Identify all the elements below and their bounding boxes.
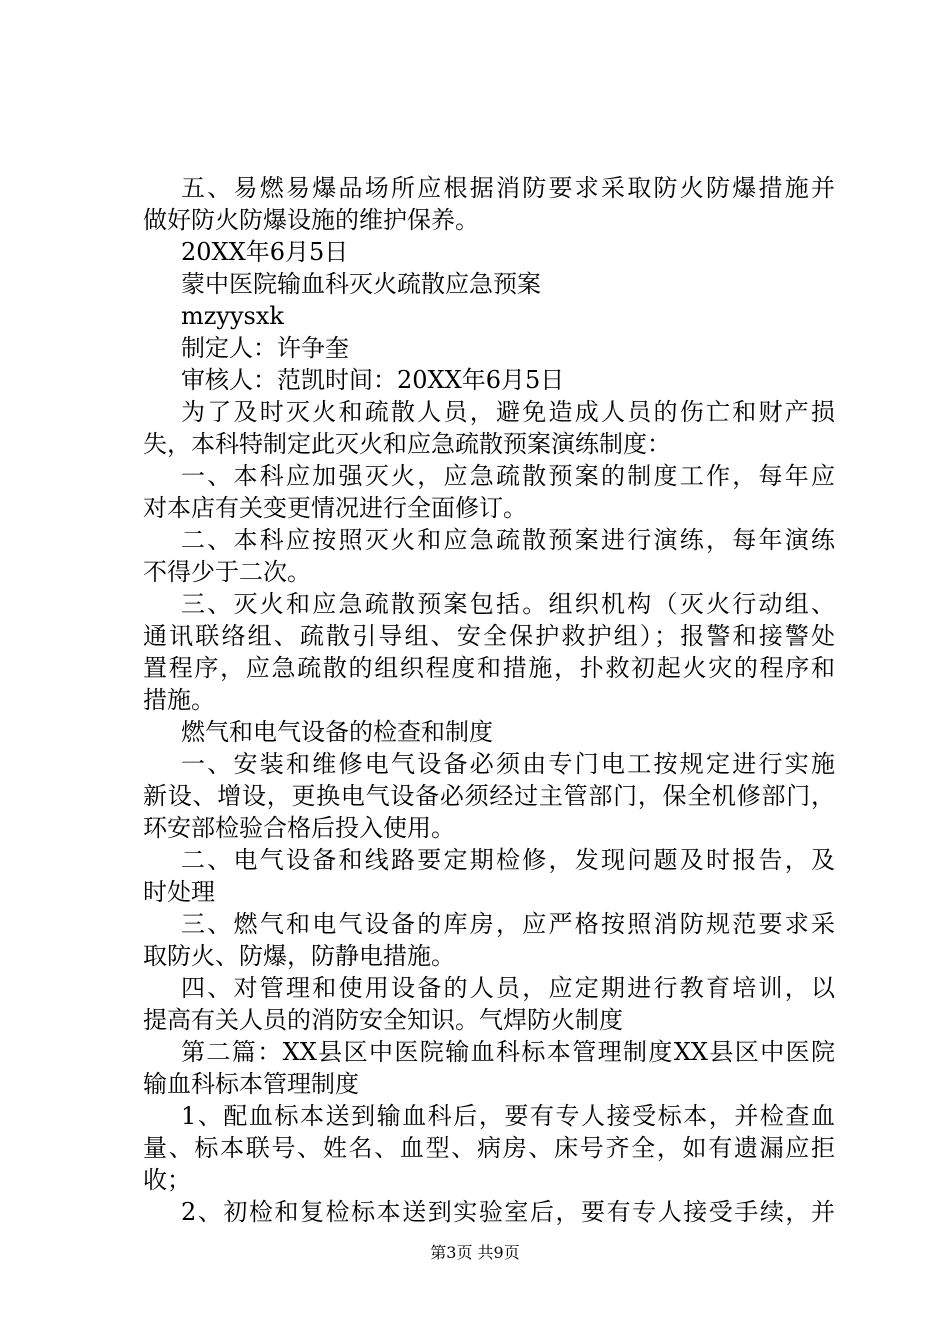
text-line: 一、本科应加强灭火，应急疏散预案的制度工作，每年应 (181, 462, 835, 490)
text-line: 审核人：范凯时间：20XX年6月5日 (181, 366, 565, 394)
text-line: 时处理 (143, 878, 215, 906)
text-line: 四、对管理和使用设备的人员，应定期进行教育培训，以 (181, 974, 835, 1002)
text-line: 失，本科特制定此灭火和应急疏散预案演练制度： (143, 430, 671, 458)
text-line: 燃气和电气设备的检查和制度 (181, 718, 493, 746)
text-line: 第二篇：XX县区中医院输血科标本管理制度XX县区中医院 (181, 1038, 835, 1066)
text-line: 输血科标本管理制度 (143, 1070, 359, 1098)
text-line: 对本店有关变更情况进行全面修订。 (143, 494, 527, 522)
text-line: mzyysxk (181, 302, 284, 330)
text-line: 二、本科应按照灭火和应急疏散预案进行演练，每年演练 (181, 526, 835, 554)
text-line: 蒙中医院输血科灭火疏散应急预案 (181, 270, 541, 298)
text-line: 提高有关人员的消防安全知识。气焊防火制度 (143, 1006, 623, 1034)
text-line: 新设、增设，更换电气设备必须经过主管部门，保全机修部门， (143, 782, 835, 810)
text-line: 三、灭火和应急疏散预案包括。组织机构（灭火行动组、 (181, 590, 835, 618)
text-line: 20XX年6月5日 (181, 238, 349, 266)
text-line: 取防火、防爆，防静电措施。 (143, 942, 455, 970)
text-line: 环安部检验合格后投入使用。 (143, 814, 455, 842)
text-line: 制定人：许争奎 (181, 334, 349, 362)
text-line: 不得少于二次。 (143, 558, 311, 586)
text-line: 1、配血标本送到输血科后，要有专人接受标本，并检查血 (181, 1102, 835, 1130)
text-line: 置程序，应急疏散的组织程度和措施，扑救初起火灾的程序和 (143, 654, 835, 682)
text-line: 做好防火防爆设施的维护保养。 (143, 206, 479, 234)
text-line: 通讯联络组、疏散引导组、安全保护救护组）；报警和接警处 (143, 622, 835, 650)
text-line: 二、电气设备和线路要定期检修，发现问题及时报告，及 (181, 846, 835, 874)
text-line: 五、易燃易爆品场所应根据消防要求采取防火防爆措施并 (181, 174, 835, 202)
text-line: 三、燃气和电气设备的库房，应严格按照消防规范要求采 (181, 910, 835, 938)
text-line: 收； (143, 1166, 191, 1194)
page-footer: 第3页 共9页 (430, 1243, 520, 1262)
text-line: 措施。 (143, 686, 215, 714)
text-line: 量、标本联号、姓名、血型、病房、床号齐全，如有遗漏应拒 (143, 1134, 835, 1162)
text-line: 为了及时灭火和疏散人员，避免造成人员的伤亡和财产损 (181, 398, 835, 426)
text-line: 2、初检和复检标本送到实验室后，要有专人接受手续，并 (181, 1198, 835, 1226)
text-line: 一、安装和维修电气设备必须由专门电工按规定进行实施 (181, 750, 835, 778)
document-body (143, 172, 835, 1228)
